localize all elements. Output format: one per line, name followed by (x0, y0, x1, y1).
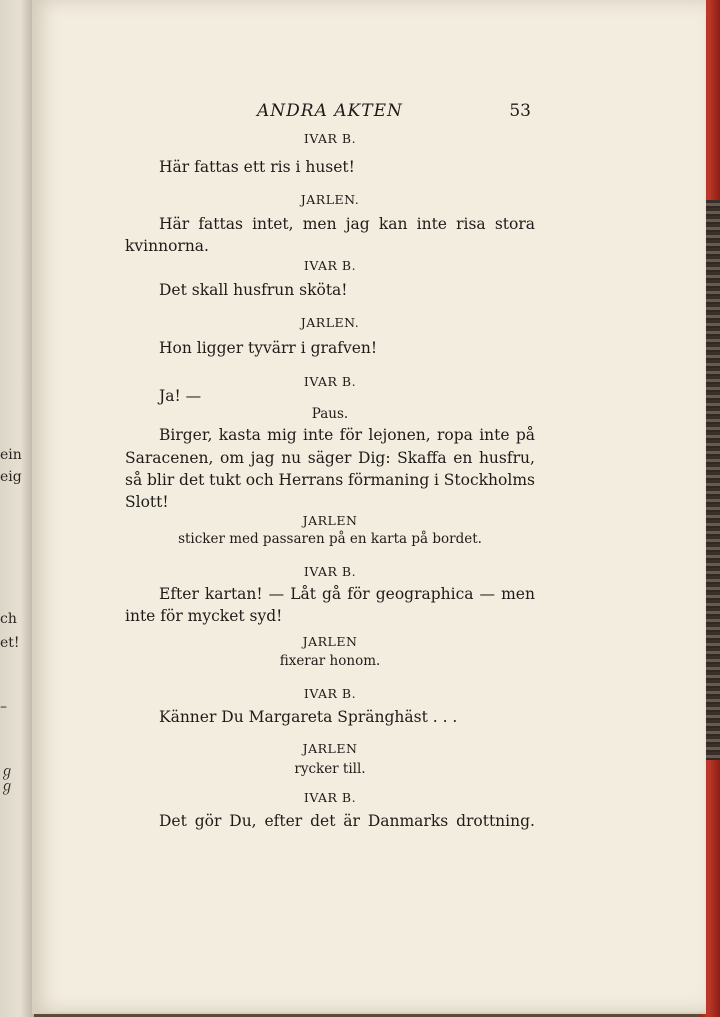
speaker-name: IVAR B. (303, 790, 357, 805)
margin-fragment: eig (0, 469, 22, 485)
word: drottning. (456, 812, 535, 830)
word: fattas (198, 215, 243, 233)
margin-fragment: ch (0, 611, 17, 627)
word: på (515, 426, 535, 444)
word: mig (267, 426, 297, 444)
word: Låt (290, 585, 316, 603)
dialogue-line (159, 215, 535, 233)
speaker-name: IVAR B. (303, 374, 357, 389)
word: geographica (375, 585, 474, 603)
speaker-name: IVAR B. (303, 686, 357, 701)
word: är (343, 812, 360, 830)
word: Birger, (159, 426, 213, 444)
previous-page-edge (0, 0, 34, 1017)
margin-fragment: et! (0, 635, 20, 651)
dialogue-line: kvinnorna. (125, 237, 209, 255)
dialogue-line (159, 812, 535, 830)
word: nu (281, 449, 302, 467)
page-number: 53 (509, 101, 531, 121)
word: kartan! (204, 585, 263, 603)
speaker-name: IVAR B. (303, 131, 357, 146)
word: tukt (209, 471, 241, 489)
dialogue-line: Slott! (125, 493, 169, 511)
word: efter (264, 812, 303, 830)
stage-direction: fixerar honom. (279, 653, 381, 669)
word: för (347, 585, 370, 603)
word: stora (494, 215, 535, 233)
dialogue-line (125, 471, 535, 489)
speaker-name: JARLEN. (300, 315, 360, 330)
speaker-name: JARLEN. (300, 192, 360, 207)
speaker-name: IVAR B. (303, 258, 357, 273)
word: jag (345, 215, 370, 233)
word: så (125, 471, 143, 489)
word: Det (159, 812, 187, 830)
speaker-name: IVAR B. (303, 564, 357, 579)
stage-direction: sticker med passaren på en karta på bordet. (178, 531, 482, 547)
word: — (268, 585, 285, 603)
margin-fragment: ℊ (0, 779, 14, 795)
word: det (310, 812, 336, 830)
word: Efter (159, 585, 199, 603)
dialogue-line: inte för mycket syd! (125, 607, 283, 625)
word: Danmarks (367, 812, 449, 830)
speaker-name: JARLEN (302, 741, 358, 756)
speaker-name: JARLEN (302, 513, 358, 528)
stage-direction: rycker till. (294, 761, 366, 777)
dialogue-line: Det skall husfrun sköta! (159, 281, 348, 299)
word: men (501, 585, 535, 603)
word: risa (456, 215, 486, 233)
dialogue-line: Ja! — (159, 387, 202, 405)
dialogue-line: Hon ligger tyvärr i grafven! (159, 339, 378, 357)
word: om (220, 449, 245, 467)
word: Saracenen, (125, 449, 214, 467)
word: gör (194, 812, 222, 830)
word: Herrans (278, 471, 344, 489)
word: en (453, 449, 473, 467)
word: men (302, 215, 337, 233)
word: jag (250, 449, 275, 467)
word: Här (159, 215, 190, 233)
word: kan (378, 215, 408, 233)
word: intet, (252, 215, 294, 233)
dialogue-line: Här fattas ett ris i huset! (159, 158, 355, 176)
word: Skaffa (397, 449, 447, 467)
margin-fragment: – (0, 699, 7, 715)
running-header (257, 101, 537, 123)
speaker-name: JARLEN (302, 634, 358, 649)
stage-direction: Paus. (311, 406, 349, 422)
word: — (479, 585, 496, 603)
word: lejonen, (368, 426, 431, 444)
act-title: ANDRA AKTEN (257, 101, 403, 121)
word: kasta (218, 426, 261, 444)
word: förmaning (348, 471, 430, 489)
word: det (179, 471, 205, 489)
word: inte (479, 426, 510, 444)
word: blir (146, 471, 175, 489)
word: Dig: (358, 449, 391, 467)
dialogue-line: Känner Du Margareta Spränghäst . . . (159, 708, 458, 726)
word: husfru, (478, 449, 535, 467)
word: Stockholms (443, 471, 535, 489)
word: inte (302, 426, 334, 444)
word: ropa (437, 426, 473, 444)
dialogue-line (159, 585, 535, 603)
word: inte (416, 215, 447, 233)
word: för (339, 426, 363, 444)
word: säger (307, 449, 352, 467)
dialogue-line (159, 426, 535, 444)
word: Du, (229, 812, 257, 830)
word: och (245, 471, 274, 489)
dialogue-line (125, 449, 535, 467)
word: i (434, 471, 440, 489)
cover-marbled-band (704, 200, 720, 760)
margin-fragment: ein (0, 447, 22, 463)
margin-fragment: ℊ (0, 764, 14, 780)
word: gå (322, 585, 342, 603)
